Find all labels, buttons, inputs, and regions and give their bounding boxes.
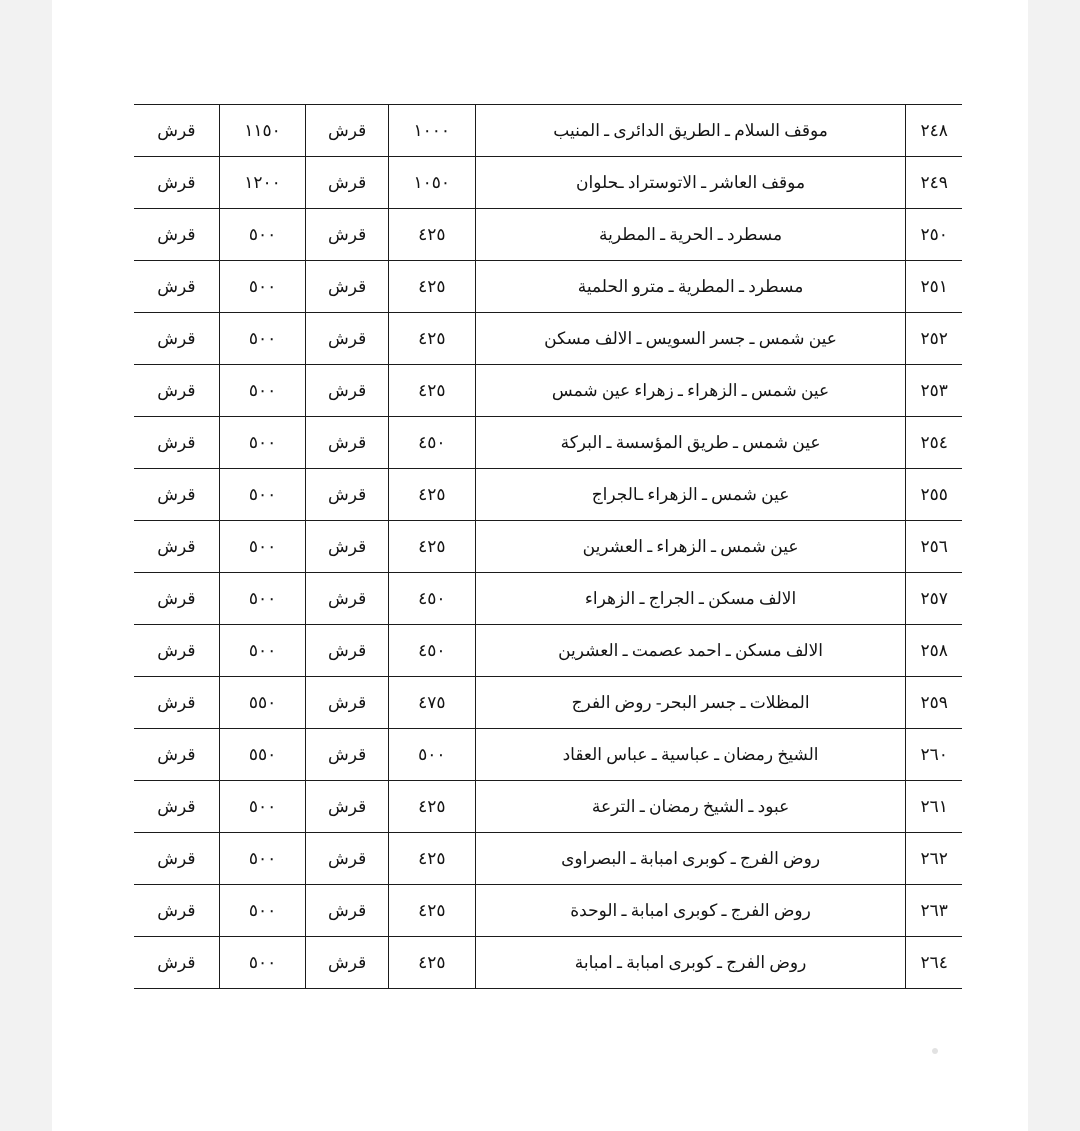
unit-old: قرش	[134, 469, 219, 521]
unit-new: قرش	[306, 833, 388, 885]
price-old: ٥٠٠	[219, 833, 306, 885]
price-old: ٥٠٠	[219, 937, 306, 989]
price-old: ١١٥٠	[219, 105, 306, 157]
row-index: ٢٦٤	[906, 937, 962, 989]
unit-old: قرش	[134, 261, 219, 313]
row-index: ٢٥٥	[906, 469, 962, 521]
row-index: ٢٥٣	[906, 365, 962, 417]
route-name: روض الفرج ـ كوبرى امبابة ـ الوحدة	[475, 885, 906, 937]
unit-old: قرش	[134, 729, 219, 781]
unit-old: قرش	[134, 677, 219, 729]
unit-new: قرش	[306, 105, 388, 157]
route-name: عبود ـ الشيخ رمضان ـ الترعة	[475, 781, 906, 833]
route-name: عين شمس ـ طريق المؤسسة ـ البركة	[475, 417, 906, 469]
route-name: عين شمس ـ الزهراء ـ زهراء عين شمس	[475, 365, 906, 417]
price-old: ٥٠٠	[219, 365, 306, 417]
unit-old: قرش	[134, 833, 219, 885]
price-old: ٥٠٠	[219, 885, 306, 937]
price-old: ٥٠٠	[219, 573, 306, 625]
route-name: مسطرد ـ الحرية ـ المطرية	[475, 209, 906, 261]
price-new: ٤٥٠	[388, 573, 475, 625]
unit-old: قرش	[134, 573, 219, 625]
price-old: ٥٠٠	[219, 521, 306, 573]
table-row	[134, 573, 962, 625]
price-old: ٥٠٠	[219, 417, 306, 469]
unit-old: قرش	[134, 521, 219, 573]
row-index: ٢٥٩	[906, 677, 962, 729]
row-index: ٢٦٠	[906, 729, 962, 781]
price-new: ١٠٥٠	[388, 157, 475, 209]
route-name: موقف السلام ـ الطريق الدائرى ـ المنيب	[475, 105, 906, 157]
unit-new: قرش	[306, 261, 388, 313]
table-row	[134, 781, 962, 833]
route-name: المظلات ـ جسر البحر- روض الفرج	[475, 677, 906, 729]
unit-new: قرش	[306, 313, 388, 365]
route-name: عين شمس ـ جسر السويس ـ الالف مسكن	[475, 313, 906, 365]
price-new: ٤٢٥	[388, 885, 475, 937]
unit-old: قرش	[134, 313, 219, 365]
price-new: ٤٢٥	[388, 469, 475, 521]
unit-old: قرش	[134, 937, 219, 989]
price-new: ٤٢٥	[388, 781, 475, 833]
fare-table	[134, 104, 962, 989]
unit-old: قرش	[134, 209, 219, 261]
unit-new: قرش	[306, 209, 388, 261]
price-old: ٥٠٠	[219, 209, 306, 261]
price-new: ٥٠٠	[388, 729, 475, 781]
table-row	[134, 729, 962, 781]
table-row	[134, 937, 962, 989]
price-old: ٥٠٠	[219, 625, 306, 677]
table-row	[134, 469, 962, 521]
price-new: ٤٥٠	[388, 625, 475, 677]
route-name: روض الفرج ـ كوبرى امبابة ـ امبابة	[475, 937, 906, 989]
row-index: ٢٥٤	[906, 417, 962, 469]
unit-old: قرش	[134, 781, 219, 833]
route-name: روض الفرج ـ كوبرى امبابة ـ البصراوى	[475, 833, 906, 885]
row-index: ٢٦٣	[906, 885, 962, 937]
unit-new: قرش	[306, 781, 388, 833]
fare-table-body	[134, 105, 962, 989]
price-old: ١٢٠٠	[219, 157, 306, 209]
row-index: ٢٥٠	[906, 209, 962, 261]
table-row	[134, 417, 962, 469]
price-new: ٤٧٥	[388, 677, 475, 729]
unit-new: قرش	[306, 157, 388, 209]
route-name: عين شمس ـ الزهراء ـالجراج	[475, 469, 906, 521]
unit-new: قرش	[306, 677, 388, 729]
row-index: ٢٤٨	[906, 105, 962, 157]
row-index: ٢٥١	[906, 261, 962, 313]
table-row	[134, 625, 962, 677]
table-row	[134, 833, 962, 885]
table-row	[134, 885, 962, 937]
unit-new: قرش	[306, 417, 388, 469]
route-name: الالف مسكن ـ الجراج ـ الزهراء	[475, 573, 906, 625]
table-row	[134, 313, 962, 365]
row-index: ٢٦١	[906, 781, 962, 833]
table-row	[134, 209, 962, 261]
price-old: ٥٠٠	[219, 261, 306, 313]
price-new: ١٠٠٠	[388, 105, 475, 157]
table-row	[134, 521, 962, 573]
price-new: ٤٢٥	[388, 937, 475, 989]
unit-new: قرش	[306, 365, 388, 417]
price-new: ٤٥٠	[388, 417, 475, 469]
price-old: ٥٠٠	[219, 313, 306, 365]
price-new: ٤٢٥	[388, 313, 475, 365]
price-new: ٤٢٥	[388, 365, 475, 417]
row-index: ٢٥٦	[906, 521, 962, 573]
unit-new: قرش	[306, 937, 388, 989]
row-index: ٢٥٨	[906, 625, 962, 677]
unit-old: قرش	[134, 417, 219, 469]
unit-new: قرش	[306, 573, 388, 625]
table-row	[134, 261, 962, 313]
unit-old: قرش	[134, 157, 219, 209]
table-row	[134, 105, 962, 157]
price-old: ٥٠٠	[219, 469, 306, 521]
row-index: ٢٦٢	[906, 833, 962, 885]
row-index: ٢٥٧	[906, 573, 962, 625]
table-row	[134, 365, 962, 417]
unit-old: قرش	[134, 625, 219, 677]
unit-new: قرش	[306, 885, 388, 937]
table-row	[134, 677, 962, 729]
price-old: ٥٠٠	[219, 781, 306, 833]
unit-new: قرش	[306, 521, 388, 573]
price-new: ٤٢٥	[388, 521, 475, 573]
route-name: مسطرد ـ المطرية ـ مترو الحلمية	[475, 261, 906, 313]
unit-old: قرش	[134, 365, 219, 417]
row-index: ٢٥٢	[906, 313, 962, 365]
unit-old: قرش	[134, 885, 219, 937]
price-new: ٤٢٥	[388, 209, 475, 261]
page-speck	[932, 1048, 938, 1054]
route-name: موقف العاشر ـ الاتوستراد ـحلوان	[475, 157, 906, 209]
document-page	[52, 0, 1028, 1131]
unit-old: قرش	[134, 105, 219, 157]
unit-new: قرش	[306, 469, 388, 521]
route-name: الشيخ رمضان ـ عباسية ـ عباس العقاد	[475, 729, 906, 781]
price-new: ٤٢٥	[388, 833, 475, 885]
route-name: عين شمس ـ الزهراء ـ العشرين	[475, 521, 906, 573]
row-index: ٢٤٩	[906, 157, 962, 209]
price-new: ٤٢٥	[388, 261, 475, 313]
route-name: الالف مسكن ـ احمد عصمت ـ العشرين	[475, 625, 906, 677]
table-row	[134, 157, 962, 209]
price-old: ٥٥٠	[219, 729, 306, 781]
price-old: ٥٥٠	[219, 677, 306, 729]
unit-new: قرش	[306, 729, 388, 781]
unit-new: قرش	[306, 625, 388, 677]
